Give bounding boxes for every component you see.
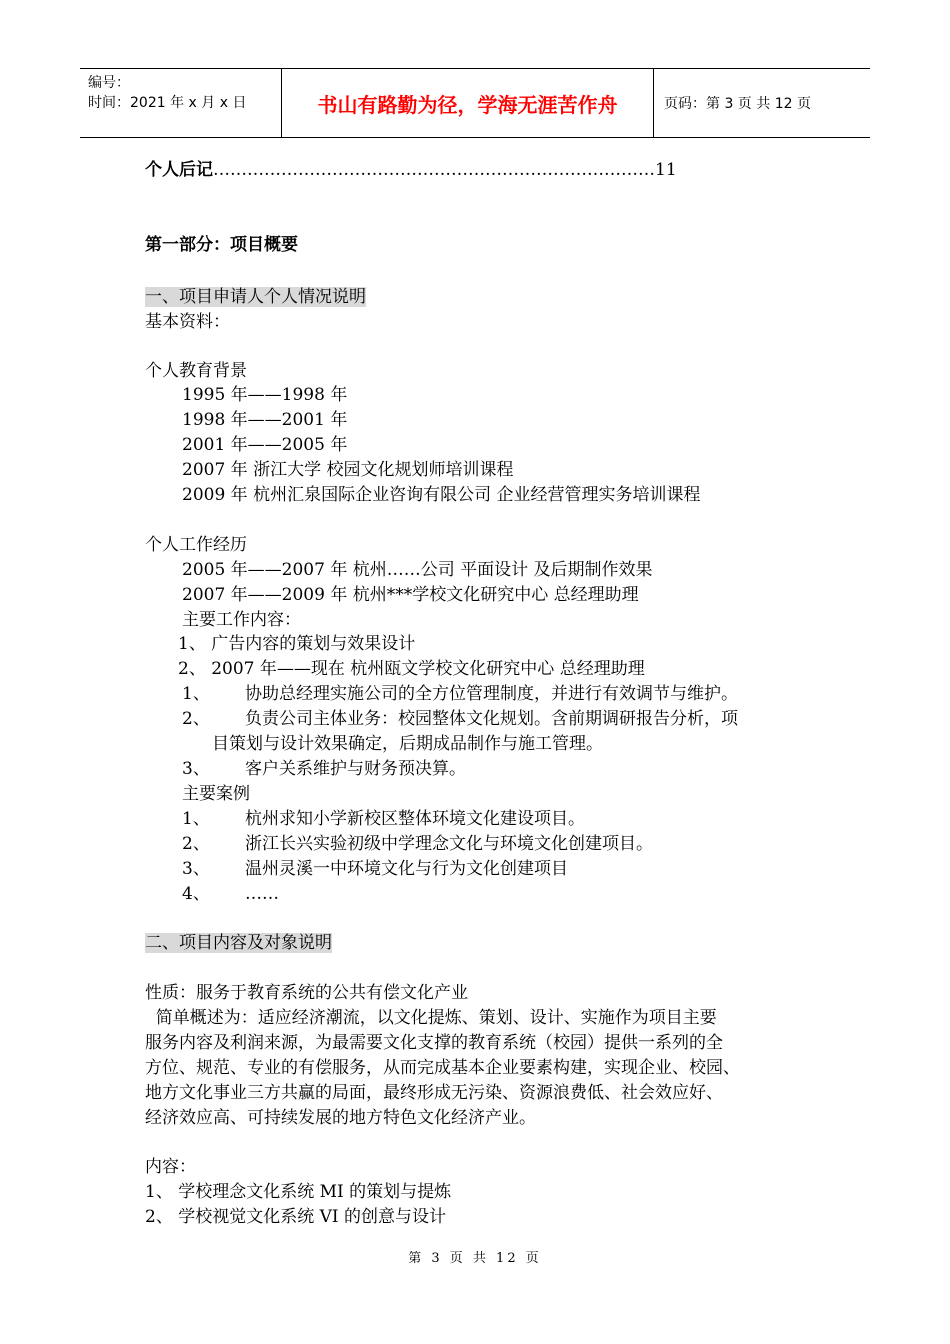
edu-item: 2007 年 浙江大学 校园文化规划师培训课程 — [182, 460, 514, 480]
summary-line: 服务内容及利润来源，为最需要文化支撑的教育系统（校园）提供一系列的全 — [145, 1033, 723, 1053]
toc-page: 11 — [655, 160, 677, 180]
case-text: …… — [245, 884, 279, 904]
summary-line: 简单概述为：适应经济潮流，以文化提炼、策划、设计、实施作为项目主要 — [145, 1008, 717, 1028]
header-page-info: 页码：第 3 页 共 12 页 — [664, 96, 811, 112]
edu-item: 1998 年——2001 年 — [182, 410, 348, 430]
case-number: 2、 — [182, 834, 210, 854]
content-item: 2、 学校视觉文化系统 VI 的创意与设计 — [145, 1207, 447, 1227]
case-text: 温州灵溪一中环境文化与行为文化创建项目 — [245, 859, 568, 879]
toc-label: 个人后记 — [145, 160, 213, 180]
toc-entry — [145, 158, 677, 182]
summary-line: 经济效应高、可持续发展的地方特色文化经济产业。 — [145, 1108, 536, 1128]
cases-label: 主要案例 — [182, 784, 250, 804]
header-motto: 书山有路勤为径，学海无涯苦作舟 — [282, 69, 654, 137]
date-label: 时间：2021 年 x 月 x 日 — [88, 95, 247, 111]
edu-item: 2009 年 杭州汇泉国际企业咨询有限公司 企业经营管理实务培训课程 — [182, 485, 701, 505]
duty-number: 1、 — [182, 684, 210, 704]
section1-heading: 一、项目申请人个人情况说明 — [145, 287, 366, 307]
work-title: 个人工作经历 — [145, 535, 247, 555]
duty-text: 目策划与设计效果确定，后期成品制作与施工管理。 — [212, 734, 603, 754]
duty-text: 负责公司主体业务：校园整体文化规划。含前期调研报告分析，项 — [245, 709, 738, 729]
number-label: 编号： — [88, 75, 130, 91]
work-item: 2005 年——2007 年 杭州……公司 平面设计 及后期制作效果 — [182, 560, 653, 580]
content-item: 1、 学校理念文化系统 MI 的策划与提炼 — [145, 1182, 452, 1202]
duty-number: 3、 — [182, 759, 210, 779]
duty-text: 客户关系维护与财务预决算。 — [245, 759, 466, 779]
edu-title: 个人教育背景 — [145, 361, 247, 381]
page-footer: 第 3 页 共 12 页 — [408, 1251, 542, 1266]
case-text: 杭州求知小学新校区整体环境文化建设项目。 — [245, 809, 585, 829]
work-list-item: 2、 2007 年——现在 杭州瓯文学校文化研究中心 总经理助理 — [178, 659, 645, 679]
summary-line: 地方文化事业三方共赢的局面，最终形成无污染、资源浪费低、社会效应好、 — [145, 1083, 723, 1103]
nature-line: 性质：服务于教育系统的公共有偿文化产业 — [145, 983, 468, 1003]
edu-item: 2001 年——2005 年 — [182, 435, 348, 455]
header-left-cell — [80, 69, 282, 137]
part-title: 第一部分：项目概要 — [145, 235, 298, 255]
duty-text: 协助总经理实施公司的全方位管理制度，并进行有效调节与维护。 — [245, 684, 738, 704]
work-item: 2007 年——2009 年 杭州***学校文化研究中心 总经理助理 — [182, 585, 639, 605]
section2-heading: 二、项目内容及对象说明 — [145, 933, 332, 953]
case-text: 浙江长兴实验初级中学理念文化与环境文化创建项目。 — [245, 834, 653, 854]
case-number: 4、 — [182, 884, 210, 904]
main-work-label: 主要工作内容： — [182, 610, 301, 630]
edu-item: 1995 年——1998 年 — [182, 385, 348, 405]
work-list-item: 1、 广告内容的策划与效果设计 — [178, 634, 416, 654]
content-label: 内容： — [145, 1157, 196, 1177]
case-number: 1、 — [182, 809, 210, 829]
page-header — [80, 68, 870, 138]
case-number: 3、 — [182, 859, 210, 879]
summary-line: 方位、规范、专业的有偿服务，从而完成基本企业要素构建，实现企业、校园、 — [145, 1058, 740, 1078]
basic-info-label: 基本资料： — [145, 312, 230, 332]
toc-dots: …………………………………………………………………… — [213, 160, 655, 180]
duty-number: 2、 — [182, 709, 210, 729]
